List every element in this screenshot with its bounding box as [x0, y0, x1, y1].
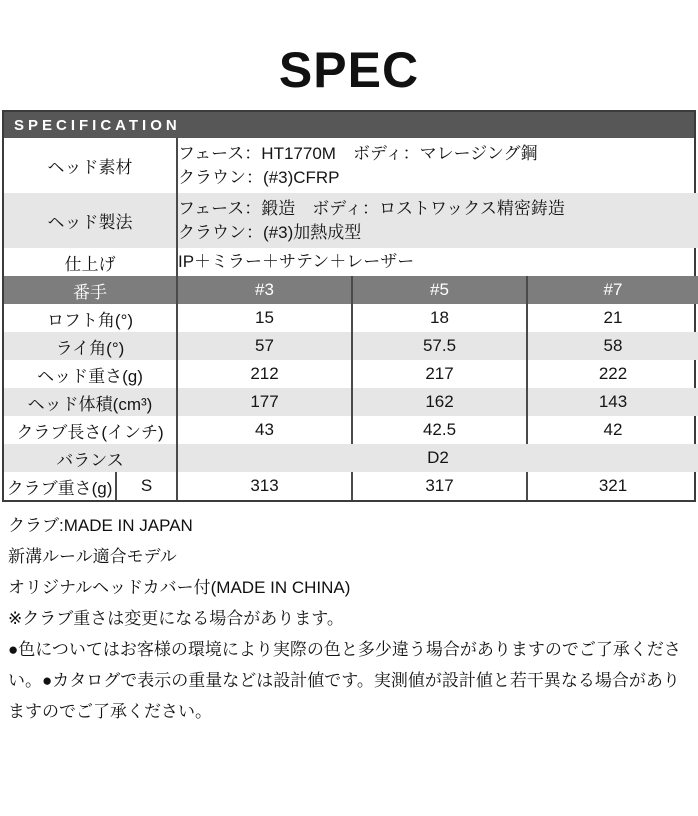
cell-value: 212	[177, 360, 352, 388]
specification-table	[2, 110, 696, 502]
cell-value: 15	[177, 304, 352, 332]
note-weight-change: ※クラブ重さは変更になる場合があります。	[8, 609, 344, 628]
row-label: ヘッド体積(cm³)	[4, 388, 177, 416]
table-row-head-volume	[4, 388, 698, 416]
table-row-head-weight	[4, 360, 698, 388]
cell-value: 313	[177, 472, 352, 500]
row-label: 番手	[4, 276, 177, 304]
balance-value: D2	[177, 444, 698, 472]
row-label: ヘッド製法	[4, 193, 177, 248]
footer-notes	[0, 510, 698, 727]
row-label: ヘッド素材	[47, 158, 133, 177]
page-title: SPEC	[278, 42, 420, 98]
cell-value: 162	[352, 388, 527, 416]
table-row-finish	[4, 248, 698, 276]
row-value	[177, 138, 698, 193]
row-label: 仕上げ	[64, 254, 116, 274]
cell-value: 57	[177, 332, 352, 360]
table-row-club-number	[4, 276, 698, 304]
table-row-balance	[4, 444, 698, 472]
cell-value: 21	[527, 304, 698, 332]
cell-value: 217	[352, 360, 527, 388]
row-label: ロフト角(°)	[46, 310, 134, 330]
row-label: クラブ重さ(g)	[6, 478, 113, 498]
cell-value: 57.5	[352, 332, 527, 360]
cell-value: 42.5	[352, 416, 527, 444]
method-line2: クラウン：(#3)加熱成型	[178, 222, 362, 242]
col-header-5: #5	[352, 276, 527, 304]
row-label: ライ角(°)	[4, 332, 177, 360]
table-row-loft	[4, 304, 698, 332]
table-row-head-method	[4, 193, 698, 248]
shaft-flex: S	[116, 472, 177, 500]
note-groove-rule: 新溝ルール適合モデル	[8, 547, 177, 566]
row-value	[177, 193, 698, 248]
row-label: ヘッド重さ(g)	[37, 366, 143, 386]
row-value: IP＋ミラー＋サテン＋レーザー	[177, 248, 698, 276]
cell-value: 143	[527, 388, 698, 416]
specification-header: SPECIFICATION	[4, 112, 694, 138]
note-headcover: オリジナルヘッドカバー付(MADE IN CHINA)	[8, 578, 351, 597]
cell-value: 18	[352, 304, 527, 332]
cell-value: 42	[527, 416, 698, 444]
note-made-in-japan: クラブ:MADE IN JAPAN	[8, 516, 193, 535]
table-row-head-material	[4, 138, 698, 193]
cell-value: 177	[177, 388, 352, 416]
cell-value: 317	[352, 472, 527, 500]
material-line1: フェース：HT1770M ボディ：マレージング鋼	[178, 143, 538, 163]
table-row-club-length	[4, 416, 698, 444]
spec-table	[4, 138, 698, 500]
col-header-3: #3	[177, 276, 352, 304]
table-row-lie	[4, 332, 698, 360]
col-header-7: #7	[527, 276, 698, 304]
material-line2: クラウン：(#3)CFRP	[178, 167, 340, 187]
cell-value: 58	[527, 332, 698, 360]
cell-value: 222	[527, 360, 698, 388]
cell-value: 43	[177, 416, 352, 444]
row-label: クラブ長さ(インチ)	[16, 422, 164, 442]
method-line1: フェース：鍛造 ボディ：ロストワックス精密鋳造	[178, 198, 565, 218]
note-disclaimer: ●色についてはお客様の環境により実際の色と多少違う場合がありますのでご了承ください。●カタログで表示の重量などは設計値です。実測値が設計値と若干異なる場合がありますのでご了承ください。	[8, 640, 681, 721]
table-row-club-weight	[4, 472, 698, 500]
cell-value: 321	[527, 472, 698, 500]
row-label: バランス	[4, 444, 177, 472]
